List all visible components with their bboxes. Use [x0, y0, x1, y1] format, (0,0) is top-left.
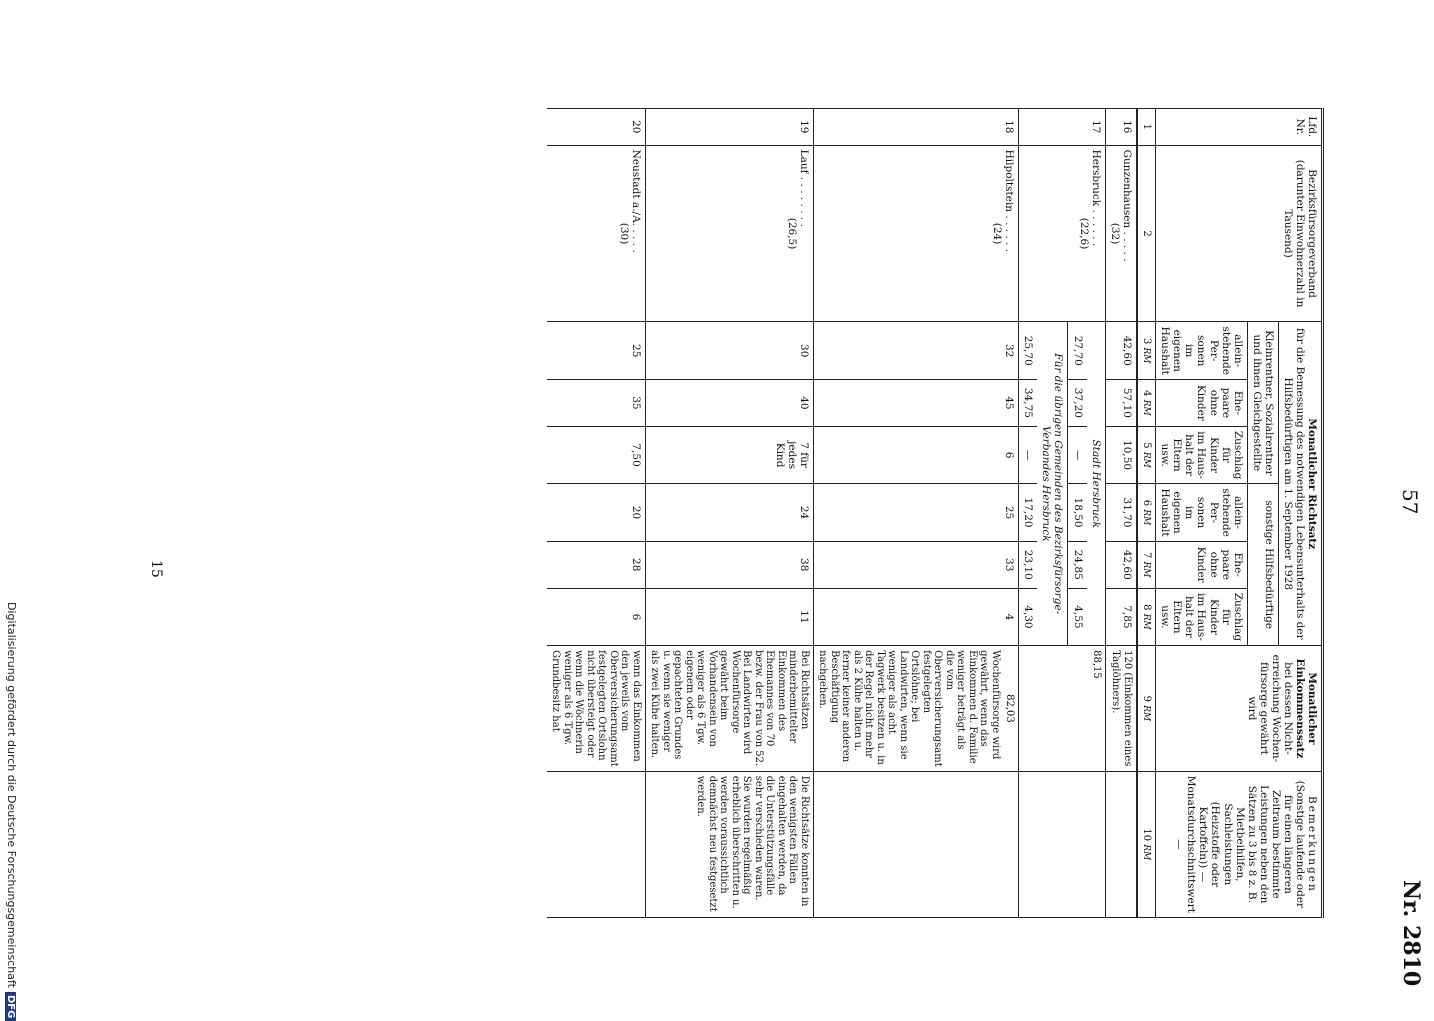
col-num-label: 6	[1141, 499, 1153, 507]
cell-v4: 37,20	[1068, 379, 1087, 426]
row-place	[813, 145, 1019, 322]
unit-label: RM	[1141, 509, 1152, 526]
header-im-eigenen-2-label: im eigenen Haushalt	[1159, 488, 1196, 537]
population: (32)	[1108, 222, 1121, 245]
cell-v3: 42,60	[1105, 322, 1137, 380]
cell-v8: 4	[813, 588, 1019, 645]
unit-label: RM	[1141, 399, 1152, 416]
digitization-note	[0, 0, 20, 1019]
col-num	[1137, 379, 1156, 426]
header-alleinstehende-label: allein-stehende Per-sonen	[1195, 326, 1244, 375]
cell-v5: —	[1068, 426, 1087, 483]
richtsatz-table	[547, 108, 1324, 918]
row-nr: 20	[547, 109, 646, 146]
header-zuschlag-2: Zuschlag für Kinder im Haus-halt der Eltern usw.	[1156, 588, 1247, 645]
cell-einkommen	[813, 646, 1019, 772]
row-place	[1105, 145, 1137, 322]
cell-v3: 25	[547, 322, 646, 380]
header-einkommen-sub: bei dessen Nicht-erreichung Wochen-fürsorge gewährt wird	[1245, 654, 1294, 763]
cell-v5: 7,50	[547, 426, 646, 483]
note-stadt: Stadt Hersbruck	[1087, 322, 1106, 646]
cell-v7: 24,85	[1068, 541, 1087, 588]
digitization-text: Digitalisierung gefördert durch die Deutsche Forschungsgemeinschaft	[5, 602, 18, 988]
page-number: 57	[1398, 489, 1422, 515]
einkommen-value: 82,03	[1004, 694, 1016, 723]
header-einkommen-title: Monatlicher Einkommenssatz	[1293, 658, 1318, 759]
cell-v4: 57,10	[1105, 379, 1137, 426]
col-num-label: 9	[1141, 695, 1153, 703]
cell-v8: 4,55	[1068, 588, 1087, 645]
place-name: Lauf . . . . . . . .	[797, 149, 810, 227]
header-bezirk-sub: (darunter Einwohnerzahl in Tausend)	[1281, 159, 1306, 308]
header-group-klein: Kleinrentner, Sozialrentner und ihnen Gleichgestellte	[1247, 322, 1278, 484]
place-name: Hersbruck . . . . . .	[1089, 149, 1102, 247]
cell-v7: 28	[547, 541, 646, 588]
place-name: Gunzenhausen . . . . .	[1120, 149, 1133, 262]
col-num-label: 8	[1141, 604, 1153, 611]
table-row	[645, 109, 813, 918]
population: (24)	[991, 222, 1004, 245]
place-name: Neustadt a./A. . . . .	[629, 149, 642, 253]
cell-v6: 24	[645, 484, 813, 542]
col-num	[1137, 588, 1156, 645]
cell-v7: 42,60	[1105, 541, 1137, 588]
cell-v4: 45	[813, 379, 1019, 426]
column-number-row	[1137, 109, 1156, 918]
cell-bemerkungen	[547, 771, 646, 917]
cell-v6: 20	[547, 484, 646, 542]
header-bezirk-title: Bezirksfürsorgeverband	[1306, 169, 1318, 298]
header-nr: Lfd. Nr.	[1156, 109, 1323, 146]
header-alleinstehende-2	[1156, 484, 1247, 542]
cell-bemerkungen	[813, 771, 1019, 917]
cell-bemerkungen: Die Richtsätze konnten in den wenigsten Fällen eingehalten werden, da die Unterstützungsfälle sehr verschieden waren. Sie wurden regelmäßig erheblich überschritten u. werden voraussichtlich demnächst neu festgesetzt werden.	[645, 771, 813, 917]
col-num	[1137, 484, 1156, 542]
population: (22,6)	[1077, 217, 1090, 250]
header-richtsatz	[1278, 322, 1322, 646]
header-bemerkungen-sub: (Sonstige laufende oder für einen längeren Zeitraum bestimmte Leistungen neben den Sätzen zu 3 bis 8 z. B. Mietbeihilfen, Sachleistungen (Heizstoffe oder Kartoffeln)) — Monatsdurchschnittswert —	[1173, 775, 1306, 913]
header-bemerkungen	[1156, 771, 1323, 917]
header-im-eigenen-label: im eigenen Haushalt	[1159, 326, 1196, 375]
row-nr: 18	[813, 109, 1019, 146]
publication-number: Nr. 2810	[1398, 880, 1424, 987]
table-row	[1087, 109, 1106, 918]
col-num: 2	[1137, 145, 1156, 322]
row-nr: 16	[1105, 109, 1137, 146]
cell-r4: 34,75	[1019, 379, 1038, 426]
cell-v4: 35	[547, 379, 646, 426]
cell-einkommen: wenn das Einkommen den jeweils vom Oberversicherungsamt festgelegten Ortslohn nicht übersteigt oder wenn die Wöchnerin weniger als 6 Tgw. Grundbesitz hat	[547, 646, 646, 772]
place-name: Hilpoltstein . . . . . .	[1003, 149, 1016, 253]
cell-v5: 10,50	[1105, 426, 1137, 483]
unit-label: RM	[1141, 451, 1152, 468]
population: (30)	[617, 222, 630, 245]
note-uebrige: Für die übrigen Gemeinden des Bezirksfürsorge-Verbandes Hersbruck	[1037, 322, 1068, 646]
cell-v3: 30	[645, 322, 813, 380]
cell-r5: —	[1019, 426, 1038, 483]
row-nr: 19	[645, 109, 813, 146]
cell-v4: 40	[645, 379, 813, 426]
cell-v6: 31,70	[1105, 484, 1137, 542]
unit-label: RM	[1141, 705, 1152, 722]
col-num	[1137, 646, 1156, 772]
unit-label: RM	[1141, 347, 1152, 364]
einkommen-text: Wochenfürsorge wird gewährt, wenn das Einkommen d. Familie weniger beträgt als die vom Oberversicherungsamt festgelegten Ortslöhne; bei Landwirten, wenn sie weniger als acht Tagwerk besitzen u. in der Regel nicht mehr als 2 Kühe halten u. ferner keiner anderen Beschäftigung nachgehen.	[817, 650, 1001, 767]
cell-bemerkungen	[1105, 771, 1137, 917]
cell-r7: 23,10	[1019, 541, 1038, 588]
col-num-label: 3	[1141, 337, 1153, 345]
row-nr: 17	[1019, 109, 1105, 146]
cell-v5: 6	[813, 426, 1019, 483]
population: (26,5)	[785, 217, 798, 250]
header-richtsatz-sub: für die Bemessung des notwendigen Lebensunterhalts der Hilfsbedürftigen am 1. September 1928	[1281, 327, 1306, 640]
unit-label: RM	[1141, 844, 1152, 861]
cell-v5: 7 für jedes Kind	[645, 426, 813, 483]
dfg-logo: DFG	[5, 992, 16, 1021]
col-num-label: 7	[1141, 551, 1153, 559]
unit-label: RM	[1141, 561, 1152, 578]
cell-v8: 7,85	[1105, 588, 1137, 645]
header-ehepaare: Ehe-paare ohne Kinder	[1156, 379, 1247, 426]
col-num-label: 10	[1141, 828, 1153, 842]
cell-v8: 6	[547, 588, 646, 645]
header-bezirk	[1156, 145, 1323, 322]
row-place	[547, 145, 646, 322]
header-ehepaare-2: Ehe-paare ohne Kinder	[1156, 541, 1247, 588]
header-bemerkungen-title: Bemerkungen	[1306, 796, 1318, 893]
header-einkommen	[1156, 646, 1323, 772]
table-row	[813, 109, 1019, 918]
table-row	[1105, 109, 1137, 918]
cell-v6: 25	[813, 484, 1019, 542]
header-alleinstehende-2-label: allein-stehende Per-sonen	[1195, 488, 1244, 537]
cell-r6: 17,20	[1019, 484, 1038, 542]
cell-v3: 27,70	[1068, 322, 1087, 380]
cell-v3: 32	[813, 322, 1019, 380]
col-num-label: 5	[1141, 442, 1153, 449]
cell-r3: 25,70	[1019, 322, 1038, 380]
cell-v7: 38	[645, 541, 813, 588]
col-num: 1	[1137, 109, 1156, 146]
header-alleinstehende	[1156, 322, 1247, 380]
cell-einkommen: 88,15	[1019, 646, 1105, 772]
header-group-sonstige: sonstige Hilfsbedürftige	[1247, 484, 1278, 646]
col-num	[1137, 426, 1156, 483]
cell-v8: 11	[645, 588, 813, 645]
header-zuschlag: Zuschlag für Kinder im Haus-halt der Eltern usw.	[1156, 426, 1247, 483]
col-num	[1137, 771, 1156, 917]
table-row	[547, 109, 646, 918]
cell-bemerkungen	[1019, 771, 1105, 917]
col-num	[1137, 322, 1156, 380]
cell-v7: 33	[813, 541, 1019, 588]
cell-r8: 4,30	[1019, 588, 1038, 645]
col-num	[1137, 541, 1156, 588]
row-place	[1019, 145, 1105, 322]
col-num-label: 4	[1141, 390, 1153, 397]
unit-label: RM	[1141, 613, 1152, 630]
cell-v6: 18,50	[1068, 484, 1087, 542]
header-richtsatz-title: Monatlicher Richtsatz	[1306, 418, 1318, 550]
row-place	[645, 145, 813, 322]
cell-einkommen: Bei Richtsätzen minderbemittelter Einkommen des Ehemannes von 70 bezw. der Frau von 52. Bei Landwirten wird Wochenfürsorge gewährt beim Vorhandensein von weniger als 6 Tgw. eigenem oder gepachteten Grundes u. wenn sie weniger als zwei Kühe halten.	[645, 646, 813, 772]
sheet-number: 15	[148, 560, 164, 578]
cell-einkommen: 120 (Einkommen eines Taglöhners).	[1105, 646, 1137, 772]
